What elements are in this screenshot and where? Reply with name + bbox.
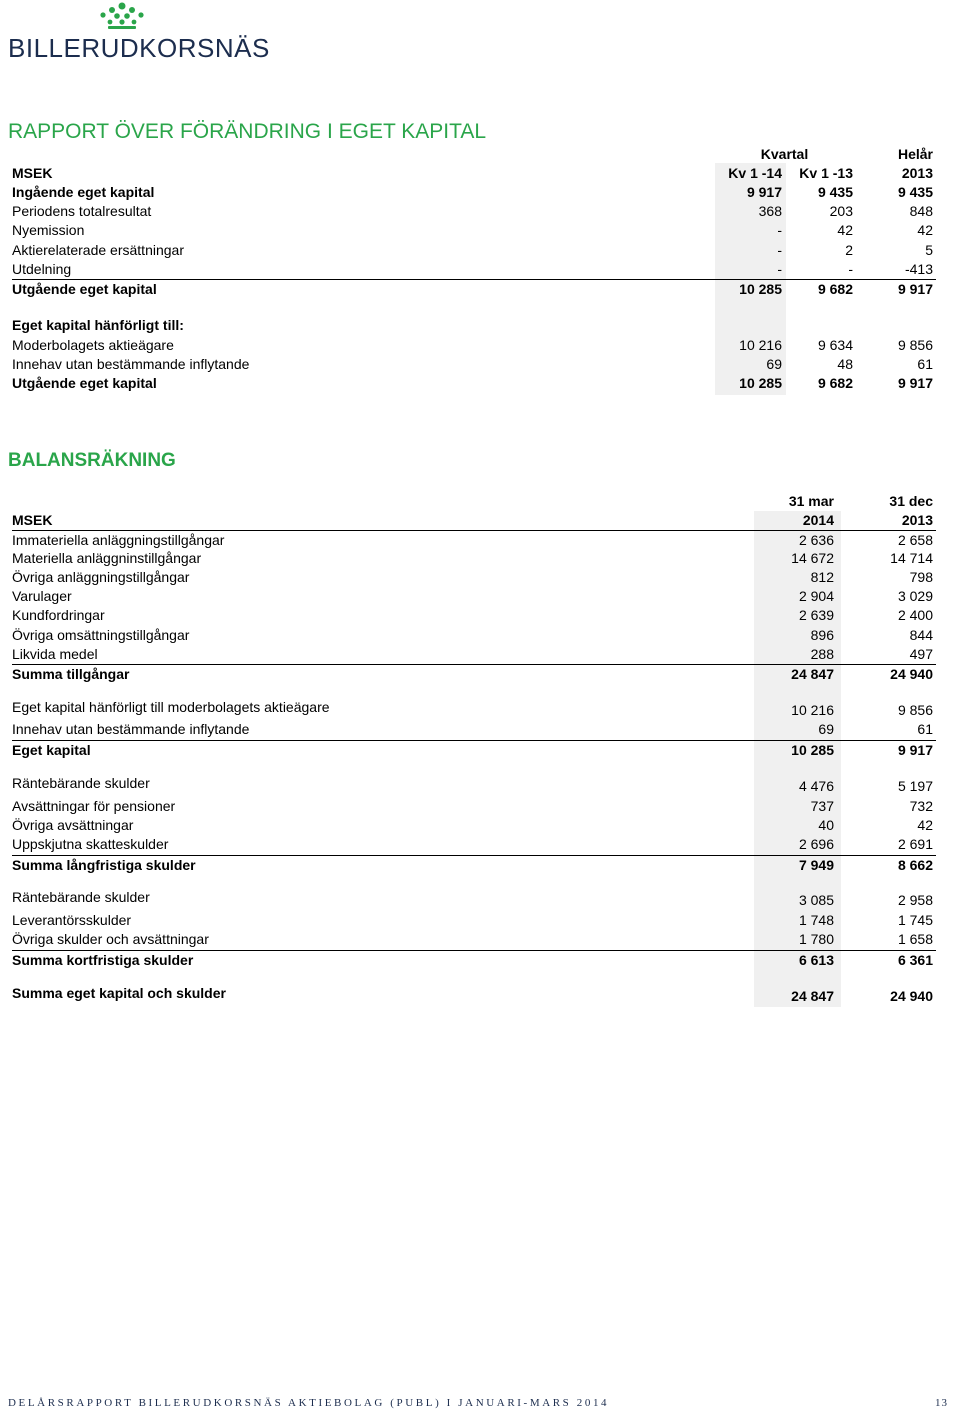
crown-icon: [98, 2, 146, 32]
row-label: Nyemission: [12, 222, 85, 238]
row-value: 61: [917, 721, 933, 737]
table-row: [12, 987, 936, 1006]
table-row: [12, 260, 936, 279]
row-label: Eget kapital hänförligt till moderbolagets aktieägare: [12, 699, 330, 715]
row-value: 3 029: [897, 588, 933, 604]
row-value: 798: [909, 569, 933, 585]
table-row: [12, 241, 936, 260]
row-value: 2 691: [897, 836, 933, 852]
row-label: Summa kortfristiga skulder: [12, 952, 194, 968]
row-label: Innehav utan bestämmande inflytande: [12, 356, 250, 372]
table-row: [12, 777, 936, 796]
row-value: 9 435: [897, 184, 933, 200]
header-col2: Kv 1 -13: [799, 165, 853, 181]
row-value: 9 917: [897, 375, 933, 391]
row-value: 6 613: [798, 952, 834, 968]
row-value: 24 940: [890, 666, 933, 682]
row-value: 61: [917, 356, 933, 372]
row-value: 4 476: [798, 778, 834, 794]
table-row: [12, 835, 936, 854]
row-value: 3 085: [798, 892, 834, 908]
row-value: 844: [909, 627, 933, 643]
header-date1: 31 mar: [788, 493, 834, 509]
equity-group-header-row: [12, 145, 936, 164]
table-row: [12, 568, 936, 587]
header-year1: 2014: [802, 512, 834, 528]
row-value: 10 285: [739, 375, 782, 391]
row-value: -413: [904, 261, 933, 277]
row-value: -: [777, 242, 782, 258]
table-row: [12, 950, 936, 969]
row-value: 9 856: [897, 702, 933, 718]
row-value: 5 197: [897, 778, 933, 794]
company-logo: [8, 2, 270, 63]
row-value: 737: [810, 798, 834, 814]
table-row: [12, 891, 936, 910]
row-label: Leverantörsskulder: [12, 912, 132, 928]
balance-header-row: [12, 511, 936, 530]
row-label: Räntebärande skulder: [12, 775, 150, 791]
row-label: Summa eget kapital och skulder: [12, 985, 226, 1001]
table-row: [12, 336, 936, 355]
footer-text: DELÅRSRAPPORT BILLERUDKORSNÄS AKTIEBOLAG (PUBL) I JANUARI-MARS 2014: [8, 1397, 610, 1409]
table-row: [12, 930, 936, 949]
group-year-label: Helår: [897, 146, 933, 162]
row-value: 497: [909, 646, 933, 662]
row-value: 24 847: [791, 666, 834, 682]
row-value: 9 435: [817, 184, 853, 200]
row-value: 368: [758, 203, 782, 219]
row-value: 6 361: [897, 952, 933, 968]
row-label: Summa långfristiga skulder: [12, 857, 196, 873]
row-value: 1 748: [798, 912, 834, 928]
row-value: 40: [818, 817, 834, 833]
row-value: 9 917: [897, 742, 933, 758]
page-footer: [8, 1397, 948, 1413]
row-label: Övriga omsättningstillgångar: [12, 627, 190, 643]
row-value: 42: [917, 817, 933, 833]
row-value: 10 216: [791, 702, 834, 718]
row-label: Periodens totalresultat: [12, 203, 152, 219]
row-value: 69: [818, 721, 834, 737]
row-value: 9 682: [817, 375, 853, 391]
page-number: 13: [935, 1397, 948, 1409]
row-value: 9 917: [746, 184, 782, 200]
row-value: 10 216: [739, 337, 782, 353]
row-value: 8 662: [897, 857, 933, 873]
row-value: 732: [909, 798, 933, 814]
row-label: Eget kapital: [12, 742, 91, 758]
row-label: Aktierelaterade ersättningar: [12, 242, 184, 258]
row-label: Uppskjutna skatteskulder: [12, 836, 169, 852]
row-value: 2 636: [798, 532, 834, 548]
row-label: Likvida medel: [12, 646, 98, 662]
table-row: [12, 740, 936, 759]
row-label: Utgående eget kapital: [12, 375, 157, 391]
table-row: [12, 664, 936, 683]
row-value: 203: [829, 203, 853, 219]
header-date2: 31 dec: [889, 493, 933, 509]
header-year2: 2013: [901, 512, 933, 528]
table-row: [12, 221, 936, 240]
header-col3: 2013: [901, 165, 933, 181]
table-row: [12, 202, 936, 221]
table-row: [12, 587, 936, 606]
table-row: [12, 645, 936, 664]
row-label: Immateriella anläggningstillgångar: [12, 532, 225, 548]
row-value: 2 904: [798, 588, 834, 604]
row-label: Innehav utan bestämmande inflytande: [12, 721, 250, 737]
unit-label: MSEK: [12, 512, 53, 528]
row-label: Summa tillgångar: [12, 666, 130, 682]
row-label: Övriga avsättningar: [12, 817, 134, 833]
table-row: [12, 720, 936, 739]
row-value: 9 634: [817, 337, 853, 353]
row-value: 2 639: [798, 607, 834, 623]
row-label: Kundfordringar: [12, 607, 105, 623]
row-value: -: [777, 261, 782, 277]
balance-header-top-row: [12, 492, 936, 511]
row-label: Ingående eget kapital: [12, 184, 155, 200]
row-value: 9 917: [897, 281, 933, 297]
row-value: 14 672: [791, 550, 834, 566]
table-row: [12, 626, 936, 645]
row-value: 848: [909, 203, 933, 219]
table-row: [12, 606, 936, 625]
row-value: 2 658: [897, 532, 933, 548]
row-value: 2 958: [897, 892, 933, 908]
row-label: Avsättningar för pensioner: [12, 798, 176, 814]
table-row: [12, 316, 936, 335]
logo-wordmark: BILLERUDKORSNÄS: [8, 33, 270, 63]
table-row: [12, 911, 936, 930]
table-row: [12, 374, 936, 393]
row-value: 1 658: [897, 931, 933, 947]
equity-header-row: [12, 164, 936, 183]
row-value: 69: [766, 356, 782, 372]
row-value: 896: [810, 627, 834, 643]
row-value: 1 780: [798, 931, 834, 947]
row-label: Övriga skulder och avsättningar: [12, 931, 209, 947]
balance-sheet-title: BALANSRÄKNING: [8, 450, 176, 471]
row-value: 14 714: [890, 550, 933, 566]
row-value: 9 856: [897, 337, 933, 353]
table-row: [12, 797, 936, 816]
row-value: 24 940: [890, 988, 933, 1004]
row-value: 9 682: [817, 281, 853, 297]
row-value: 48: [837, 356, 853, 372]
unit-label: MSEK: [12, 165, 53, 181]
row-label: Övriga anläggningstillgångar: [12, 569, 190, 585]
row-value: 812: [810, 569, 834, 585]
table-row: [12, 279, 936, 298]
row-value: -: [777, 222, 782, 238]
row-value: 2 696: [798, 836, 834, 852]
table-row: [12, 549, 936, 568]
row-value: 42: [917, 222, 933, 238]
table-row: [12, 183, 936, 202]
row-value: 2: [845, 242, 853, 258]
row-value: -: [848, 261, 853, 277]
header-col1: Kv 1 -14: [728, 165, 782, 181]
row-label: Moderbolagets aktieägare: [12, 337, 174, 353]
row-value: 10 285: [791, 742, 834, 758]
row-value: 10 285: [739, 281, 782, 297]
group-quarter-label: Kvartal: [760, 146, 809, 162]
row-label: Materiella anläggninstillgångar: [12, 550, 202, 566]
equity-report-title: RAPPORT ÖVER FÖRÄNDRING I EGET KAPITAL: [8, 120, 487, 143]
row-value: 24 847: [791, 988, 834, 1004]
row-value: 1 745: [897, 912, 933, 928]
row-value: 288: [810, 646, 834, 662]
row-label: Utdelning: [12, 261, 72, 277]
table-row: [12, 816, 936, 835]
row-value: 7 949: [798, 857, 834, 873]
row-value: 42: [837, 222, 853, 238]
row-label: Eget kapital hänförligt till:: [12, 317, 184, 333]
row-value: 5: [925, 242, 933, 258]
table-row: [12, 530, 936, 549]
row-label: Varulager: [12, 588, 72, 604]
table-row: [12, 855, 936, 874]
row-label: Utgående eget kapital: [12, 281, 157, 297]
row-label: Räntebärande skulder: [12, 889, 150, 905]
table-row: [12, 355, 936, 374]
table-row: [12, 701, 936, 720]
row-value: 2 400: [897, 607, 933, 623]
